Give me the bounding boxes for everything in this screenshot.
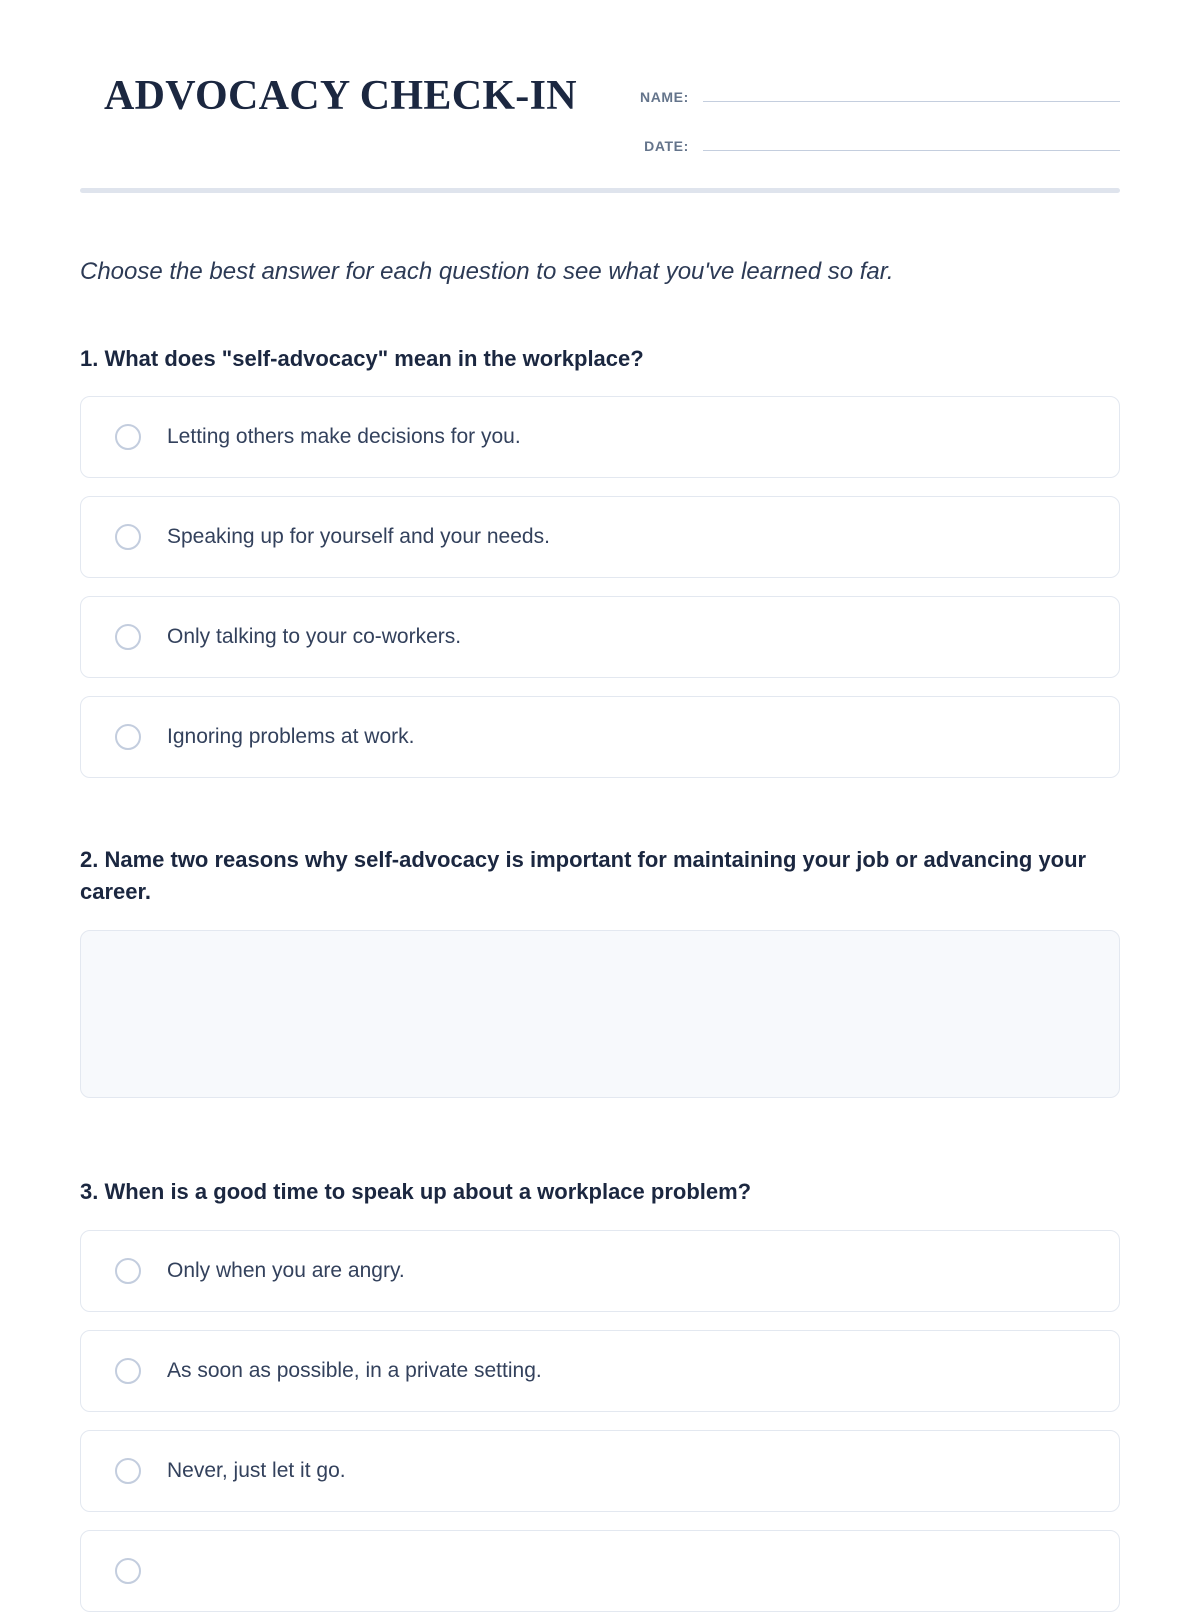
worksheet-header: [80, 0, 1120, 180]
header-divider: [80, 188, 1120, 193]
question-2-answer-input[interactable]: [80, 930, 1120, 1098]
page-title: ADVOCACY CHECK-IN: [104, 73, 577, 119]
date-input[interactable]: [703, 131, 1120, 151]
radio-circle-icon[interactable]: [115, 1358, 141, 1384]
question-1-option-1[interactable]: [80, 396, 1120, 478]
radio-circle-icon[interactable]: [115, 1558, 141, 1584]
question-2-text: 2. Name two reasons why self-advocacy is important for maintaining your job or advancing your career.: [80, 847, 1087, 905]
question-1: [80, 343, 1120, 779]
question-1-option-4[interactable]: [80, 696, 1120, 778]
name-input[interactable]: [703, 82, 1120, 102]
question-1-option-2[interactable]: [80, 496, 1120, 578]
option-label: Never, just let it go.: [167, 1459, 346, 1483]
question-3-text: 3. When is a good time to speak up about a workplace problem?: [80, 1179, 752, 1205]
option-label: Only when you are angry.: [167, 1259, 405, 1283]
radio-circle-icon[interactable]: [115, 724, 141, 750]
radio-circle-icon[interactable]: [115, 1258, 141, 1284]
option-label: Letting others make decisions for you.: [167, 425, 521, 449]
date-field-row: [621, 131, 1120, 154]
radio-circle-icon[interactable]: [115, 524, 141, 550]
option-label: Only talking to your co-workers.: [167, 625, 462, 649]
name-field-row: [621, 82, 1120, 105]
question-2: [80, 844, 1120, 1098]
question-3: [80, 1176, 1120, 1612]
question-3-option-3[interactable]: [80, 1430, 1120, 1512]
question-3-option-1[interactable]: [80, 1230, 1120, 1312]
option-label: As soon as possible, in a private setting.: [167, 1359, 542, 1383]
radio-circle-icon[interactable]: [115, 424, 141, 450]
question-1-text: 1. What does "self-advocacy" mean in the workplace?: [80, 345, 644, 371]
option-label: Speaking up for yourself and your needs.: [167, 525, 550, 549]
instructions-text: Choose the best answer for each question to see what you've learned so far.: [80, 258, 894, 285]
respondent-fields: [621, 72, 1120, 180]
radio-circle-icon[interactable]: [115, 624, 141, 650]
option-label: Ignoring problems at work.: [167, 725, 415, 749]
date-field-label: DATE:: [644, 138, 689, 154]
question-3-option-2[interactable]: [80, 1330, 1120, 1412]
name-field-label: NAME:: [639, 89, 689, 105]
radio-circle-icon[interactable]: [115, 1458, 141, 1484]
question-1-option-3[interactable]: [80, 596, 1120, 678]
